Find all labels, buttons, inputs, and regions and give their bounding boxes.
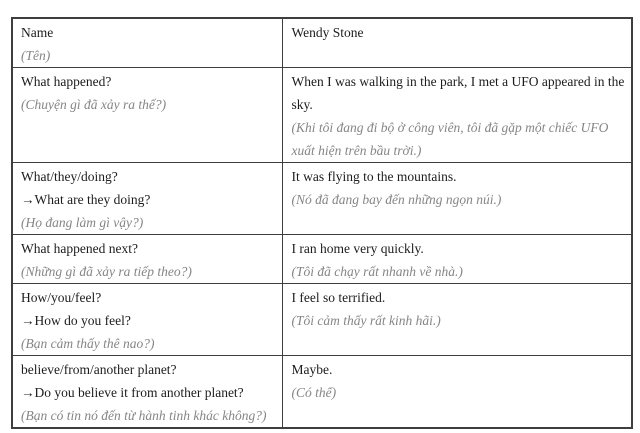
answer-line: It was flying to the mountains.: [291, 169, 457, 184]
translation-line: (Tôi cảm thấy rất kinh hãi.): [291, 313, 441, 328]
question-line: Name: [21, 25, 54, 40]
translation-line: (Tên): [21, 48, 51, 63]
answer-cell: [282, 68, 632, 163]
translation-line: (Khi tôi đang đi bộ ở công viên, tôi đã gặp một chiếc UFO xuất hiện trên bầu trời.): [291, 120, 609, 158]
question-line: What happened?: [21, 74, 112, 89]
translation-line: (Có thể): [291, 385, 337, 400]
answer-line: When I was walking in the park, I met a UFO appeared in the sky.: [291, 74, 625, 112]
table-row: [12, 235, 632, 284]
answer-cell: [282, 356, 632, 429]
translation-line: (Những gì đã xảy ra tiếp theo?): [21, 264, 192, 279]
table-row: [12, 68, 632, 163]
table-row: [12, 284, 632, 356]
table-row: [12, 356, 632, 429]
question-cell: [12, 18, 282, 68]
translation-line: (Chuyện gì đã xảy ra thế?): [21, 97, 167, 112]
question-cell: [12, 284, 282, 356]
question-cell: [12, 68, 282, 163]
translation-line: (Bạn cảm thấy thê nao?): [21, 336, 155, 351]
question-cell: [12, 356, 282, 429]
question-cell: [12, 163, 282, 235]
answer-cell: [282, 235, 632, 284]
question-rewrite-line: →How do you feel?: [21, 313, 131, 328]
question-line: What/they/doing?: [21, 169, 118, 184]
answer-line: Wendy Stone: [291, 25, 364, 40]
answer-line: I feel so terrified.: [291, 290, 386, 305]
translation-line: (Tôi đã chạy rất nhanh về nhà.): [291, 264, 463, 279]
question-rewrite-line: →Do you believe it from another planet?: [21, 385, 244, 400]
answer-cell: [282, 163, 632, 235]
answer-cell: [282, 284, 632, 356]
translation-line: (Bạn có tin nó đến từ hành tinh khác không?): [21, 408, 267, 423]
translation-line: (Họ đang làm gì vậy?): [21, 215, 144, 230]
question-cell: [12, 235, 282, 284]
answer-line: Maybe.: [291, 362, 333, 377]
question-line: What happened next?: [21, 241, 138, 256]
table-row: [12, 163, 632, 235]
question-rewrite-line: →What are they doing?: [21, 192, 151, 207]
answer-cell: [282, 18, 632, 68]
question-line: believe/from/another planet?: [21, 362, 177, 377]
table-row: [12, 18, 632, 68]
question-line: How/you/feel?: [21, 290, 102, 305]
qa-table: [11, 17, 633, 429]
answer-line: I ran home very quickly.: [291, 241, 424, 256]
translation-line: (Nó đã đang bay đến những ngọn núi.): [291, 192, 502, 207]
